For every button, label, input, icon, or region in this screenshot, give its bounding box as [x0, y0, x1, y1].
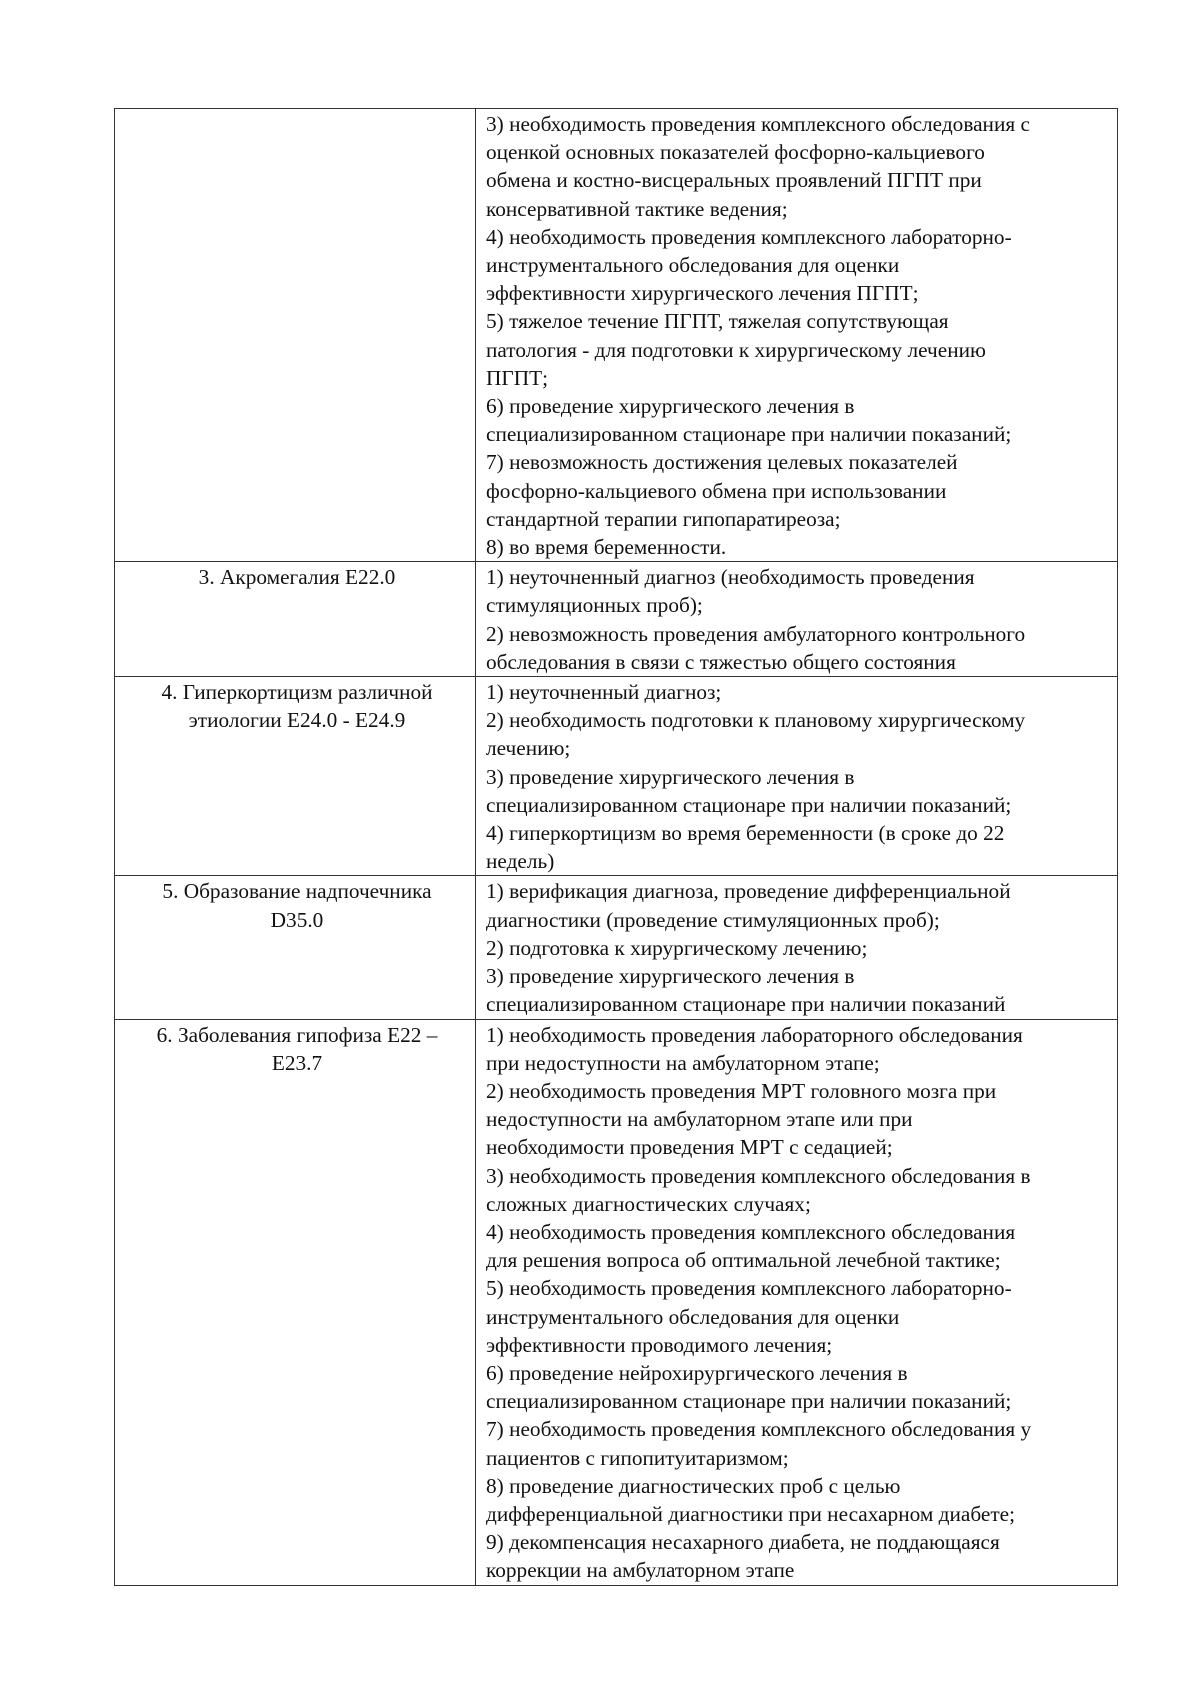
indication-line: 2) невозможность проведения амбулаторного контрольного: [486, 621, 1026, 646]
indication-line: патология - для подготовки к хирургическому лечению: [486, 337, 986, 362]
indication-line: эффективности хирургического лечения ПГПТ;: [486, 281, 919, 306]
indication-line: 1) необходимость проведения лабораторного обследования: [486, 1022, 1023, 1047]
indication-line: недель): [486, 849, 555, 874]
indication-line: 6) проведение хирургического лечения в: [486, 394, 855, 419]
condition-cell: [115, 876, 476, 1019]
indication-line: 3) проведение хирургического лечения в: [486, 964, 855, 989]
indication-line: 3) необходимость проведения комплексного обследования с: [486, 112, 1030, 136]
table-body: [115, 109, 1118, 1586]
indication-line: 2) подготовка к хирургическому лечению;: [486, 935, 868, 960]
indications-cell: [476, 1019, 1118, 1585]
indication-line: специализированном стационаре при наличии показаний;: [486, 792, 1012, 817]
indication-line: 6) проведение нейрохирургического лечения в: [486, 1360, 908, 1385]
indication-line: 1) верификация диагноза, проведение дифференциальной: [486, 879, 1011, 904]
indication-line: недоступности на амбулаторном этапе или при: [486, 1107, 913, 1132]
indication-line: консервативной тактике ведения;: [486, 196, 788, 221]
indication-line: 8) во время беременности.: [486, 535, 727, 560]
condition-line: этиологии E24.0 - E24.9: [188, 708, 406, 733]
indication-line: 7) необходимость проведения комплексного обследования у: [486, 1417, 1032, 1442]
table-row: [115, 109, 1118, 562]
indication-line: 4) гиперкортицизм во время беременности (в сроке до 22: [486, 821, 1005, 846]
indication-line: сложных диагностических случаях;: [486, 1191, 811, 1216]
indication-line: оценкой основных показателей фосфорно-кальциевого: [486, 140, 985, 165]
indication-line: необходимости проведения МРТ с седацией;: [486, 1135, 893, 1160]
indication-line: 4) необходимость проведения комплексного обследования: [486, 1219, 1016, 1244]
indication-line: при недоступности на амбулаторном этапе;: [486, 1050, 880, 1075]
indication-line: обследования в связи с тяжестью общего состояния: [486, 649, 956, 674]
indication-line: 1) неуточненный диагноз (необходимость проведения: [486, 565, 975, 590]
indication-line: специализированном стационаре при наличии показаний;: [486, 422, 1012, 447]
indication-line: стимуляционных проб);: [486, 593, 703, 618]
condition-cell: [115, 1019, 476, 1585]
indication-line: 2) необходимость проведения МРТ головного мозга при: [486, 1078, 997, 1103]
indications-cell: [476, 109, 1118, 562]
indication-line: 9) декомпенсация несахарного диабета, не поддающаяся: [486, 1530, 1000, 1555]
condition-cell: [115, 677, 476, 876]
indication-line: 4) необходимость проведения комплексного лабораторно-: [486, 224, 1012, 249]
indications-table: [114, 108, 1118, 1586]
indication-line: инструментального обследования для оценки: [486, 1304, 900, 1329]
indication-line: 1) неуточненный диагноз;: [486, 680, 722, 705]
indication-line: специализированном стационаре при наличии показаний;: [486, 1389, 1012, 1414]
indication-line: диагностики (проведение стимуляционных проб);: [486, 907, 940, 932]
indication-line: 5) необходимость проведения комплексного лабораторно-: [486, 1276, 1012, 1301]
indication-line: фосфорно-кальциевого обмена при использовании: [486, 478, 947, 503]
condition-line: 3. Акромегалия E22.0: [198, 565, 396, 590]
indications-cell: [476, 876, 1118, 1019]
condition-line: E23.7: [271, 1050, 323, 1075]
condition-cell: [115, 562, 476, 677]
indication-line: специализированном стационаре при наличии показаний: [486, 992, 1006, 1017]
indication-line: 8) проведение диагностических проб с целью: [486, 1473, 901, 1498]
indication-line: 3) необходимость проведения комплексного обследования в: [486, 1163, 1031, 1188]
indication-line: 3) проведение хирургического лечения в: [486, 764, 855, 789]
table-row: [115, 1019, 1118, 1585]
condition-line: 4. Гиперкортицизм различной: [161, 680, 433, 705]
condition-line: D35.0: [270, 907, 324, 932]
indication-line: стандартной терапии гипопаратиреоза;: [486, 506, 841, 531]
table-row: [115, 677, 1118, 876]
indication-line: дифференциальной диагностики при несахарном диабете;: [486, 1501, 1016, 1526]
indication-line: инструментального обследования для оценки: [486, 253, 900, 278]
table-row: [115, 562, 1118, 677]
indications-cell: [476, 677, 1118, 876]
condition-line: 5. Образование надпочечника: [162, 879, 432, 904]
indication-line: ПГПТ;: [486, 365, 548, 390]
indication-line: лечению;: [486, 736, 571, 761]
indications-cell: [476, 562, 1118, 677]
indication-line: 5) тяжелое течение ПГПТ, тяжелая сопутствующая: [486, 309, 949, 334]
condition-cell: [115, 109, 476, 562]
indication-line: для решения вопроса об оптимальной лечебной тактике;: [486, 1248, 1001, 1273]
indication-line: эффективности проводимого лечения;: [486, 1332, 833, 1357]
table-row: [115, 876, 1118, 1019]
indication-line: пациентов с гипопитуитаризмом;: [486, 1445, 789, 1470]
indication-line: 7) невозможность достижения целевых показателей: [486, 450, 958, 475]
indication-line: 2) необходимость подготовки к плановому хирургическому: [486, 708, 1026, 733]
condition-line: 6. Заболевания гипофиза E22 –: [156, 1022, 438, 1047]
indication-line: обмена и костно-висцеральных проявлений ПГПТ при: [486, 168, 982, 193]
indication-line: коррекции на амбулаторном этапе: [486, 1558, 795, 1583]
